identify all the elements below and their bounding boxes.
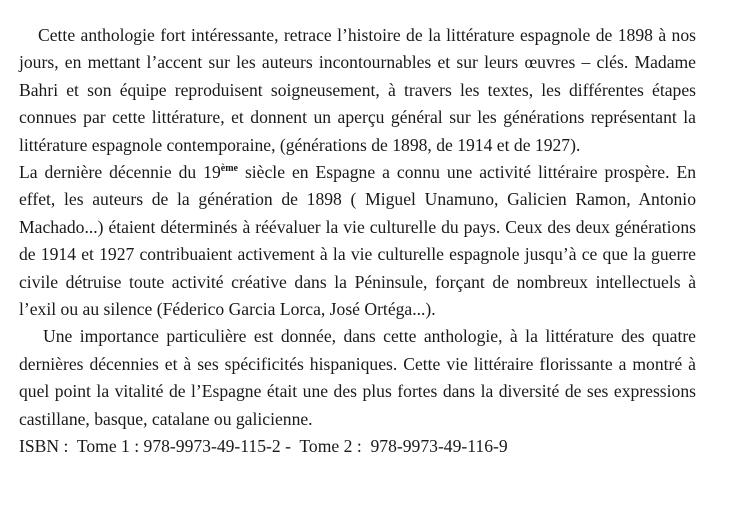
history-paragraph-rest: siècle en Espagne a connu une activité littéraire prospère. En effet, les auteurs de la génération de 1898 ( Miguel Unamuno, Galicien Ramon, Antonio Machado...) étaient déterminés à réévaluer la vie culturelle du pays. Ceux des deux générations de 1914 et 1927 contribuaient activement à la vie culturelle espagnole jusqu’à ce que la guerre civile détruise toute activité créative dans la Péninsule, forçant de nombreux intellectuels à l’exil ou au silence (Féderico Garcia Lorca, José Ortéga...).	[19, 162, 697, 320]
intro-paragraph: Cette anthologie fort intéressante, retrace l’histoire de la littérature espagnole de 1898 à nos jours, en mettant l’accent sur les auteurs incontournables et sur leurs œuvres – clés. Madame Bahri et son équipe reproduisent soigneusement, à travers les textes, les différentes étapes connues par cette littérature, et donnent un aperçu général sur les générations représentant la littérature espagnole contemporaine, (générations de 1898, de 1914 et de 1927).	[19, 25, 696, 155]
history-paragraph	[19, 159, 696, 323]
history-paragraph-start: La dernière décennie du 19	[19, 162, 221, 183]
century-superscript: ème	[220, 163, 238, 175]
isbn-line: ISBN : Tome 1 : 978-9973-49-115-2 - Tome 2 : 978-9973-49-116-9	[19, 436, 508, 457]
focus-paragraph: Une importance particulière est donnée, dans cette anthologie, à la littérature des quatre dernières décennies et à ses spécificités hispaniques. Cette vie littéraire florissante a montré à quel point la vitalité de l’Espagne était une des plus fortes dans la diversité de ses expressions castillane, basque, catalane ou galicienne.	[19, 326, 696, 429]
